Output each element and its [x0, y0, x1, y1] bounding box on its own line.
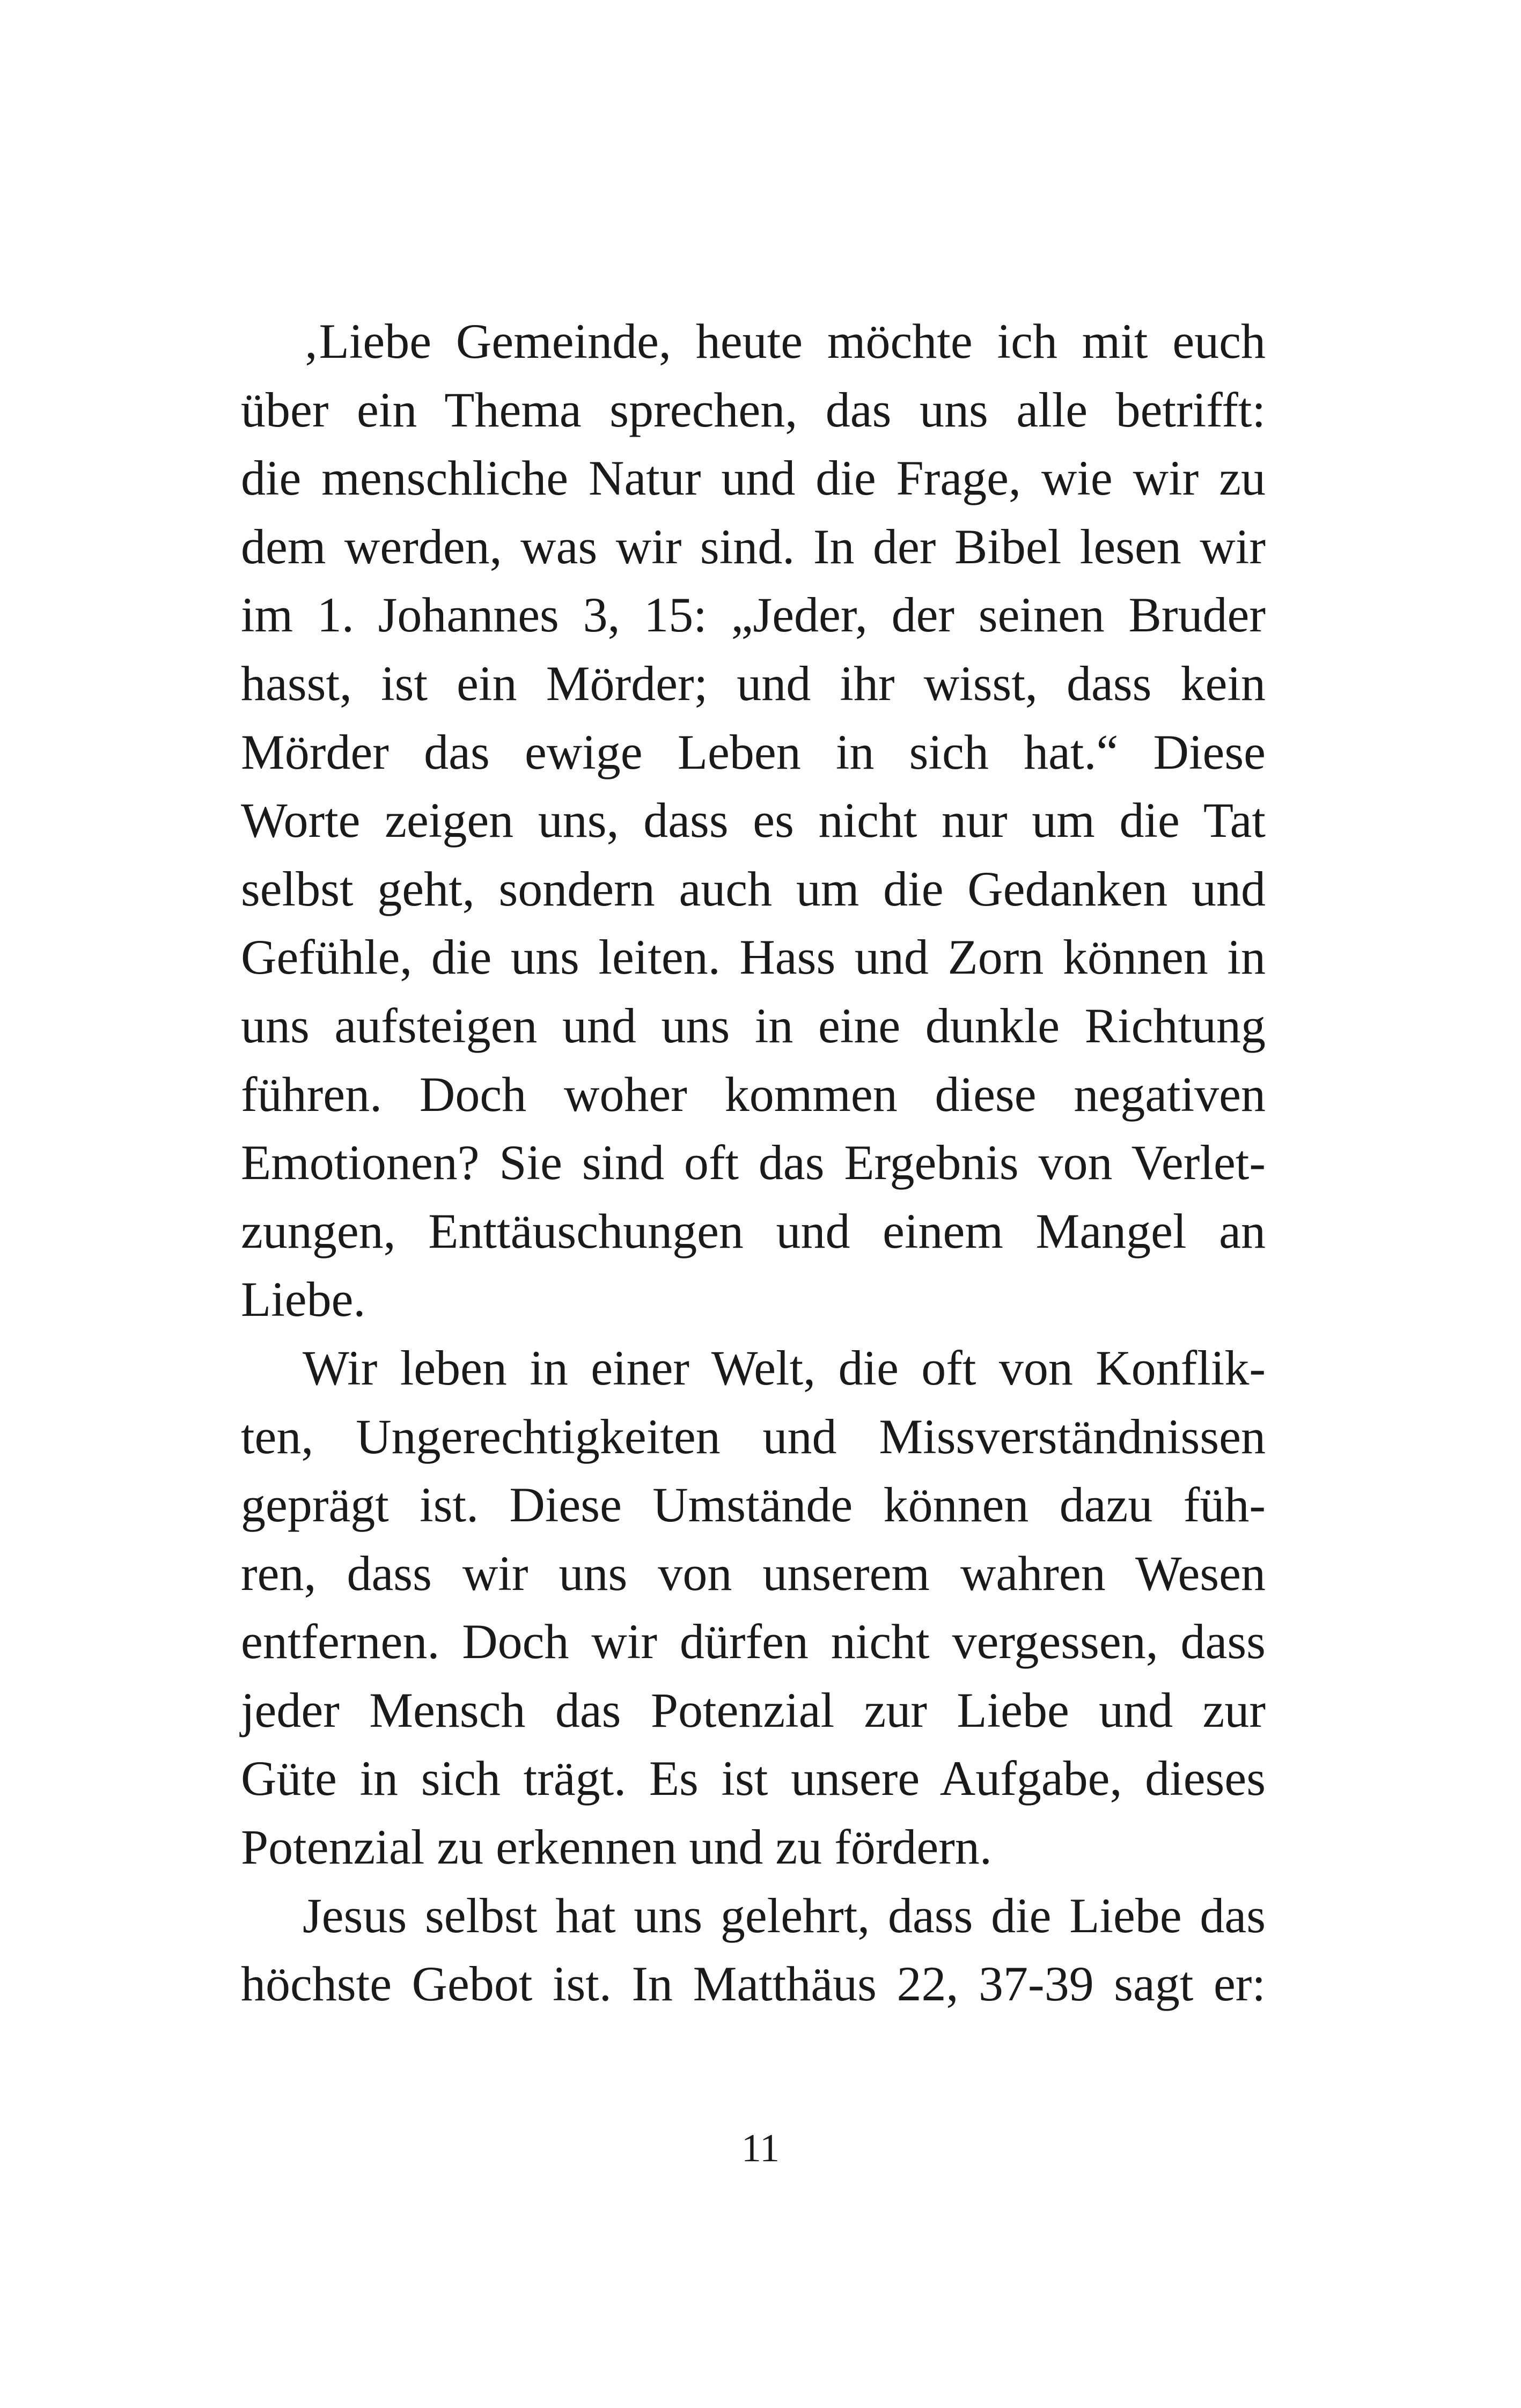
text-line: Wir leben in einer Welt, die oft von Konflik-: [303, 1340, 1266, 1395]
page-number: 11: [741, 2126, 780, 2170]
paragraph-2: [241, 1334, 1266, 1882]
text-line: geprägt ist. Diese Umstände können dazu füh-: [241, 1477, 1266, 1533]
text-line: zungen, Enttäuschungen und einem Mangel an: [241, 1203, 1266, 1258]
text-line: Worte zeigen uns, dass es nicht nur um die Tat: [241, 793, 1266, 848]
text-line: ‚Liebe Gemeinde, heute möchte ich mit euch: [303, 314, 1266, 369]
text-line: dem werden, was wir sind. In der Bibel lesen wir: [241, 519, 1266, 574]
text-line: im 1. Johannes 3, 15: „Jeder, der seinen Bruder: [241, 587, 1266, 643]
text-line: entfernen. Doch wir dürfen nicht vergessen, dass: [241, 1614, 1266, 1669]
text-line: führen. Doch woher kommen diese negativen: [241, 1066, 1266, 1122]
text-line: Gefühle, die uns leiten. Hass und Zorn können in: [241, 930, 1266, 985]
text-line: hasst, ist ein Mörder; und ihr wisst, dass kein: [241, 656, 1266, 711]
text-line: uns aufsteigen und uns in eine dunkle Richtung: [241, 998, 1266, 1053]
text-line: jeder Mensch das Potenzial zur Liebe und zur: [241, 1682, 1266, 1737]
text-line: ten, Ungerechtigkeiten und Missverständnissen: [241, 1409, 1266, 1464]
text-line: Liebe.: [241, 1272, 366, 1327]
text-line: Mörder das ewige Leben in sich hat.“ Diese: [241, 724, 1266, 779]
text-line: über ein Thema sprechen, das uns alle betrifft:: [241, 382, 1266, 437]
text-line: Jesus selbst hat uns gelehrt, dass die Liebe das: [303, 1888, 1266, 1943]
text-line: Emotionen? Sie sind oft das Ergebnis von Verlet-: [241, 1135, 1266, 1190]
paragraph-3: [241, 1882, 1266, 2019]
text-line: höchste Gebot ist. In Matthäus 22, 37-39 sagt er:: [241, 1956, 1266, 2012]
text-line: Güte in sich trägt. Es ist unsere Aufgabe, dieses: [241, 1751, 1266, 1806]
paragraph-1: [241, 307, 1266, 1334]
text-line: die menschliche Natur und die Frage, wie wir zu: [241, 451, 1266, 506]
text-line: selbst geht, sondern auch um die Gedanken und: [241, 861, 1266, 916]
text-line: ren, dass wir uns von unserem wahren Wesen: [241, 1545, 1266, 1601]
body-text: [241, 307, 1266, 2019]
text-line: Potenzial zu erkennen und zu fördern.: [241, 1820, 992, 1875]
